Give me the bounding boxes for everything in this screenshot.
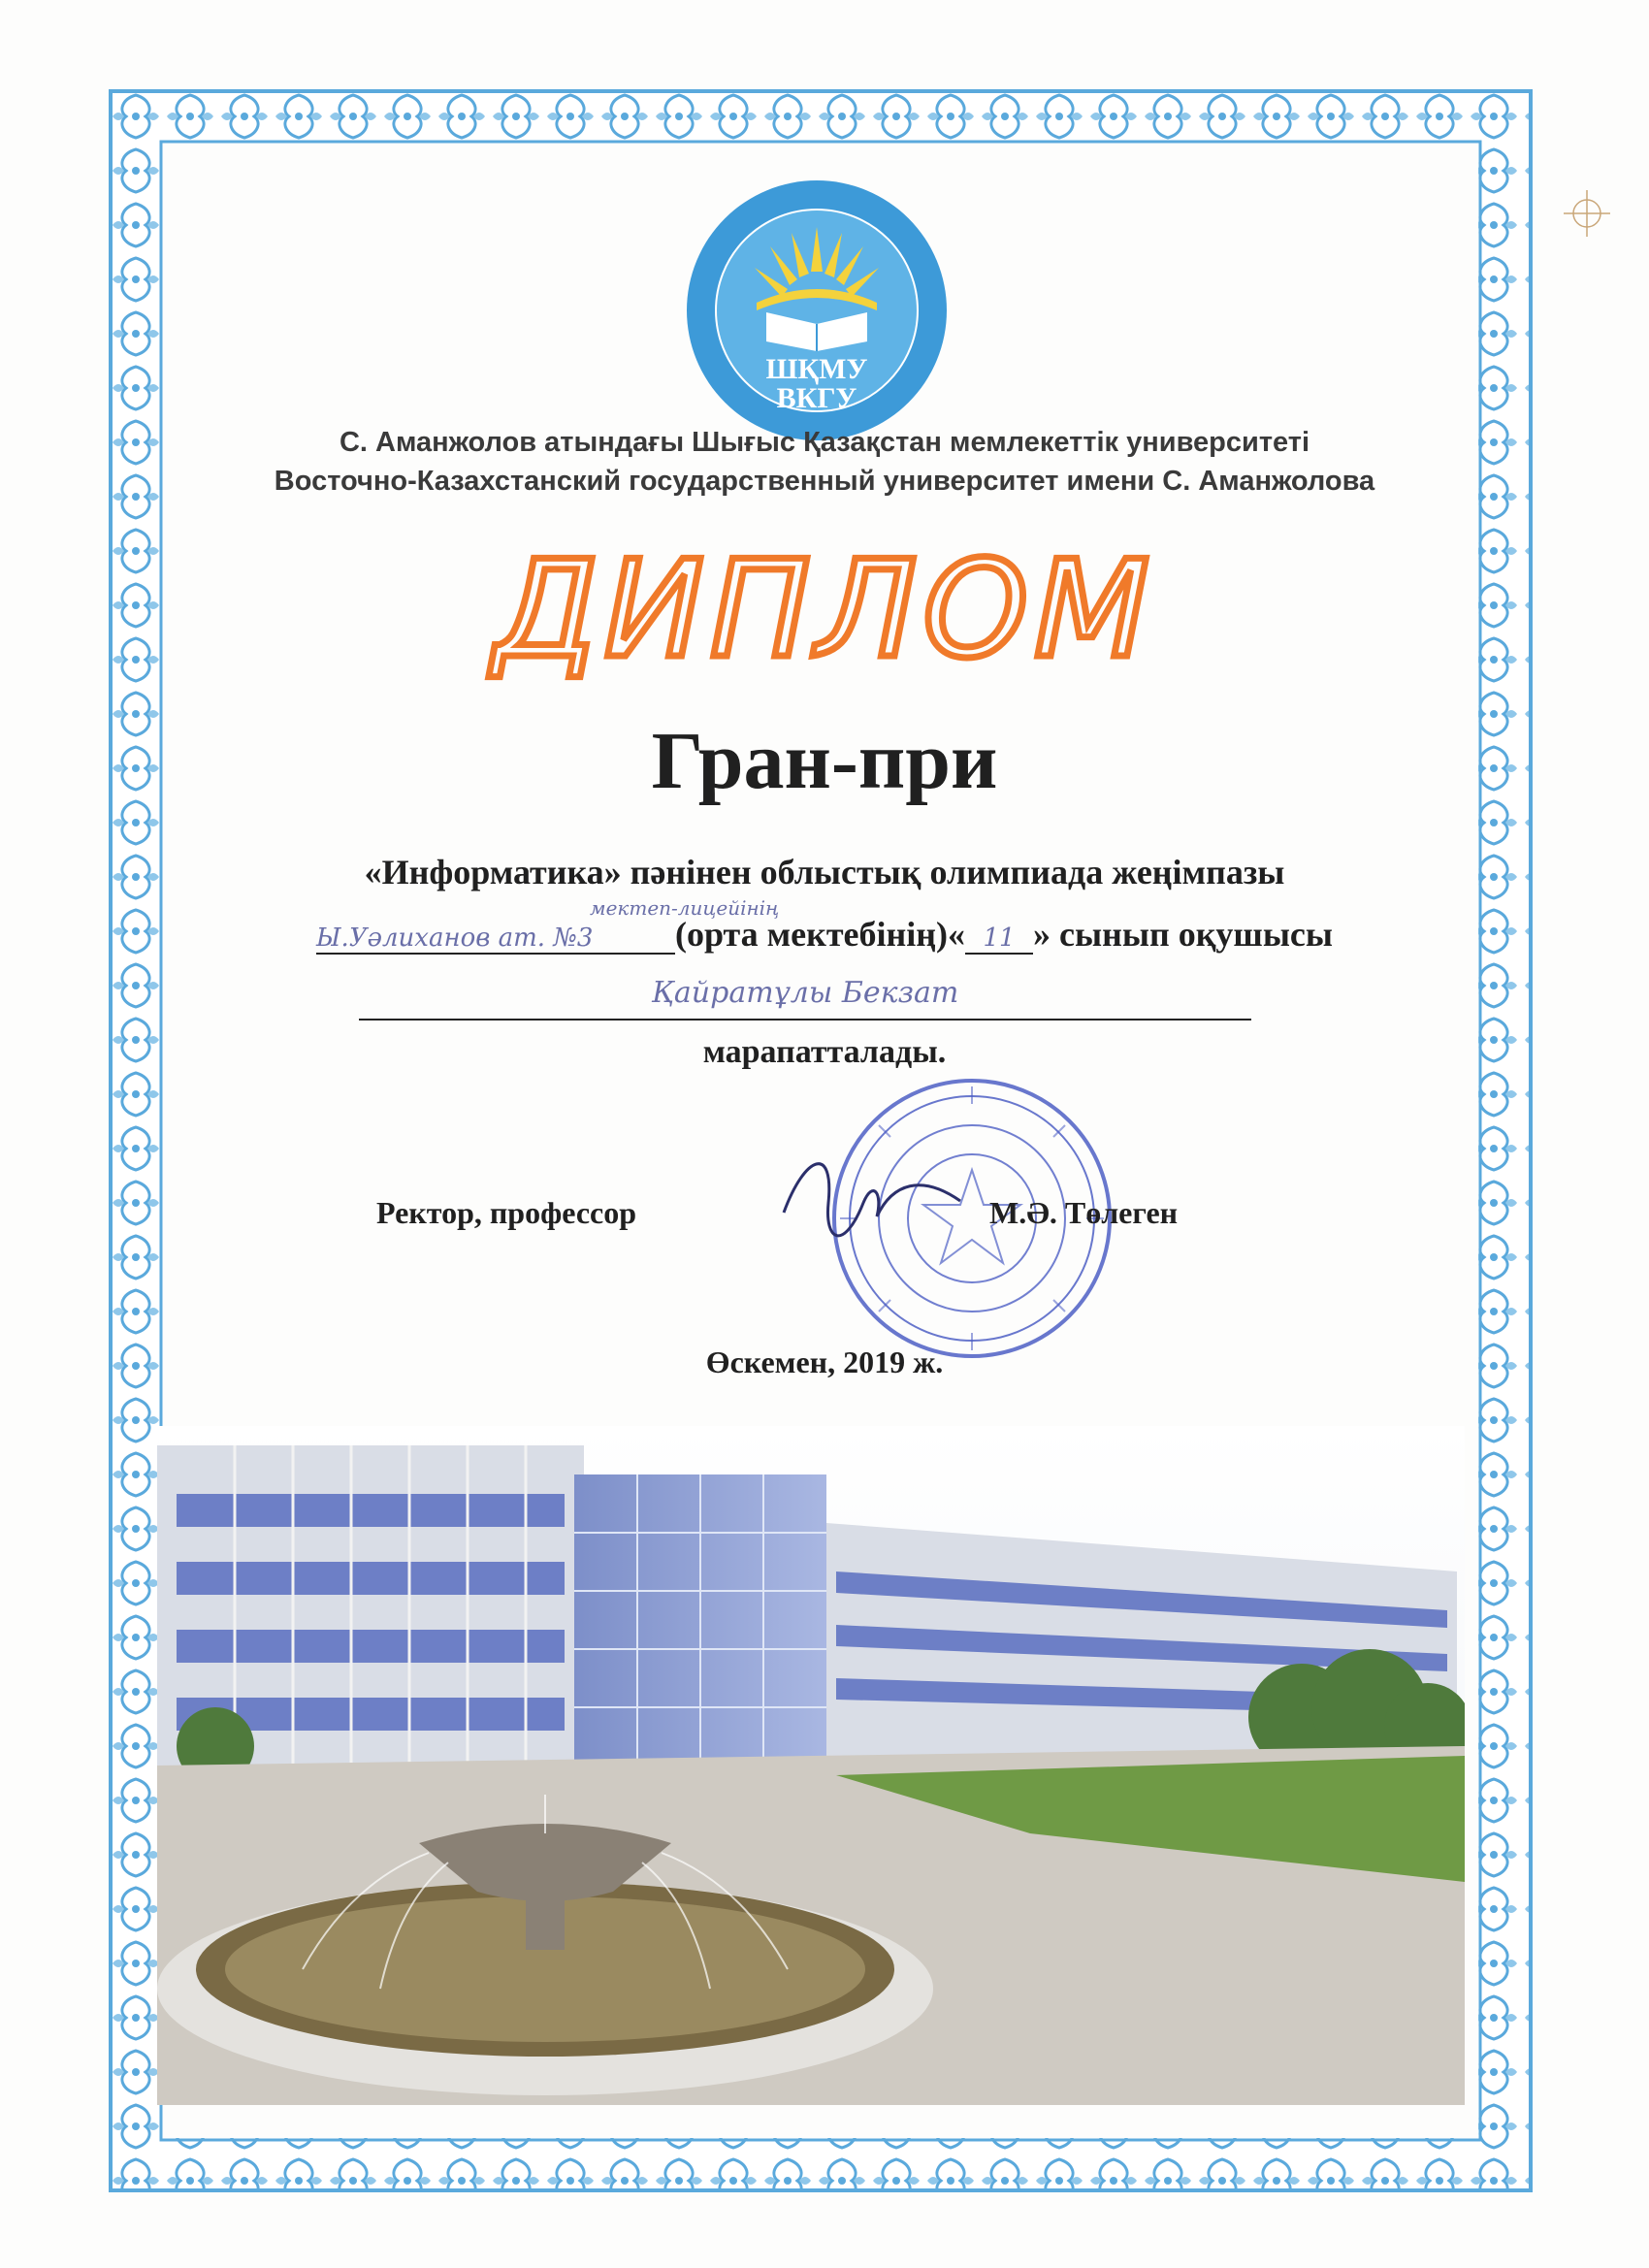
- grade-suffix: » сынып оқушысы: [1033, 915, 1334, 954]
- school-handwritten-note: мектеп-лицейінің: [590, 896, 780, 920]
- logo-abbr-ru: ВКГУ: [776, 382, 857, 414]
- award-title: Гран-при: [651, 716, 998, 806]
- rector-title: Ректор, профессор: [376, 1195, 637, 1230]
- university-emblem-logo: [685, 178, 949, 442]
- school-field: Ы.Уәлиханов ат. №3: [316, 923, 675, 955]
- campus-building-photo: [157, 1426, 1465, 2105]
- place-and-date: Өскемен, 2019 ж.: [705, 1345, 944, 1379]
- diploma-title: ДИПЛОМ: [493, 532, 1156, 688]
- school-suffix: (орта мектебінің): [674, 915, 949, 954]
- diploma-heading: [0, 532, 1649, 697]
- rector-name: М.Ә. Төлеген: [989, 1195, 1179, 1230]
- school-line: [0, 914, 1649, 955]
- logo-abbr-kz: ШҚМУ: [765, 353, 868, 385]
- rector-signature: [776, 1145, 970, 1261]
- awarded-text: марапатталады.: [702, 1034, 947, 1070]
- grade-field: 11: [965, 923, 1033, 955]
- grade-prefix: «: [948, 915, 966, 954]
- student-name-field: Қайратұлы Бекзат: [359, 976, 1251, 1021]
- olympiad-line: «Информатика» пәнінен облыстық олимпиада жеңімпазы: [364, 853, 1285, 891]
- university-name-ru: Восточно-Казахстанский государственный университет имени С. Аманжолова: [274, 466, 1375, 497]
- registration-mark-icon: [1564, 190, 1610, 237]
- university-name-kz: С. Аманжолов атындағы Шығыс Қазақстан мемлекеттік университеті: [339, 427, 1310, 458]
